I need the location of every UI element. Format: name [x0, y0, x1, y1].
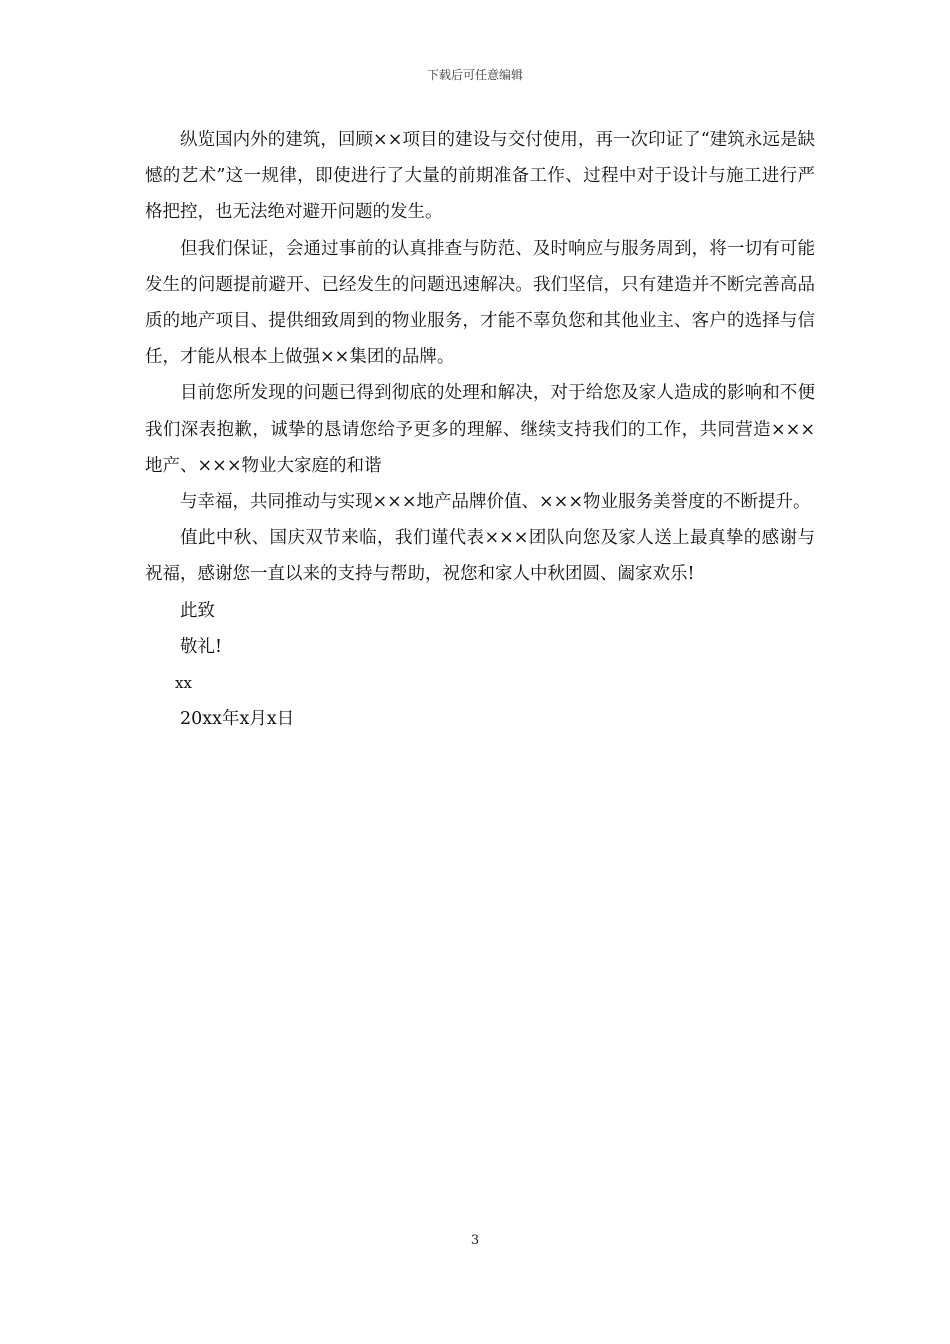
- paragraph-guarantee: 但我们保证，会通过事前的认真排查与防范、及时响应与服务周到，将一切有可能发生的问题提前避开、已经发生的问题迅速解决。我们坚信，只有建造并不断完善高品质的地产项目、提供细致周到的物业服务，才能不辜负您和其他业主、客户的选择与信任，才能从根本上做强××集团的品牌。: [145, 238, 815, 368]
- paragraph-apology: 目前您所发现的问题已得到彻底的处理和解决，对于给您及家人造成的影响和不便我们深表抱歉，诚挚的恳请您给予更多的理解、继续支持我们的工作，共同营造×××地产、×××物业大家庭的和谐: [145, 383, 815, 476]
- closing-regards: 敬礼!: [180, 636, 223, 657]
- closing-salutation: 此致: [180, 600, 215, 621]
- page-number: 3: [470, 1233, 480, 1248]
- document-body: [145, 122, 815, 737]
- paragraph-continuation: 与幸福，共同推动与实现×××地产品牌价值、×××物业服务美誉度的不断提升。: [180, 492, 811, 513]
- signature: xx: [175, 674, 192, 693]
- paragraph-holiday-greeting: 值此中秋、国庆双节来临，我们谨代表×××团队向您及家人送上最真挚的感谢与祝福，感谢您一直以来的支持与帮助，祝您和家人中秋团圆、阖家欢乐!: [145, 528, 815, 585]
- paragraph-intro: 纵览国内外的建筑，回顾××项目的建设与交付使用，再一次印证了“建筑永远是缺憾的艺术”这一规律，即使进行了大量的前期准备工作、过程中对于设计与施工进行严格把控，也无法绝对避开问题的发生。: [145, 130, 815, 223]
- page-header: 下载后可任意编辑: [426, 68, 523, 82]
- letter-date: 20xx年x月x日: [180, 709, 295, 730]
